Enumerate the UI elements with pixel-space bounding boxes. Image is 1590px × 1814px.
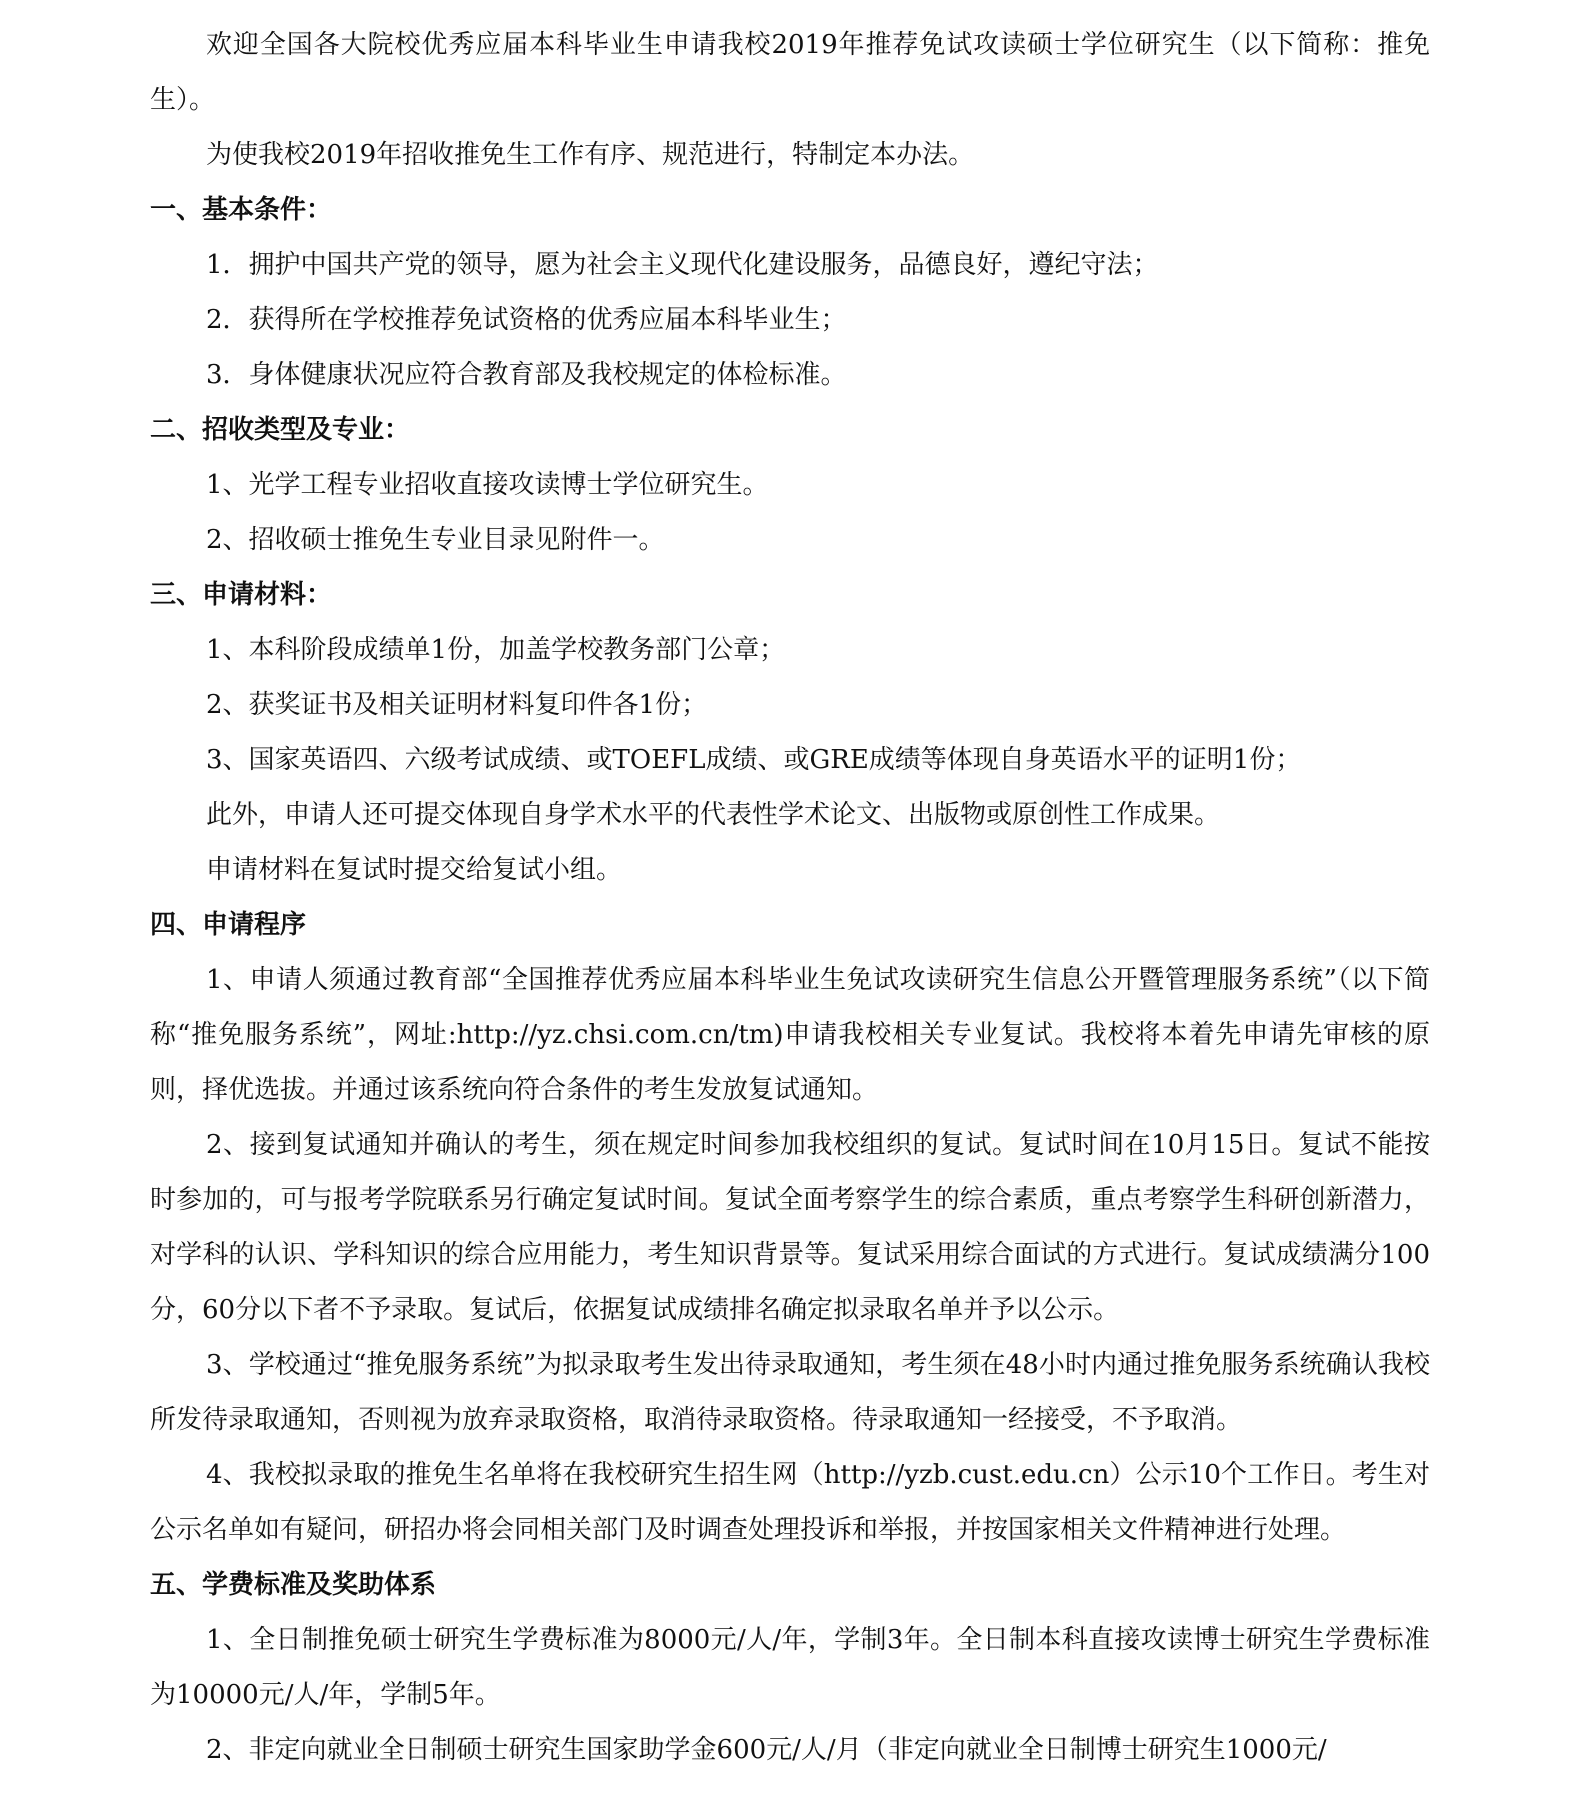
section-heading: 五、学费标准及奖助体系 — [150, 1570, 437, 1600]
document-page — [150, 18, 1430, 1778]
body-paragraph: 1、光学工程专业招收直接攻读博士学位研究生。 — [206, 470, 769, 500]
body-paragraph: 2、招收硕士推免生专业目录见附件一。 — [206, 525, 665, 555]
section-heading: 三、申请材料： — [150, 580, 333, 610]
section-heading: 二、招收类型及专业： — [150, 415, 411, 445]
body-paragraph: 4、我校拟录取的推免生名单将在我校研究生招生网（http://yzb.cust.edu.cn）公示10个工作日。考生对公示名单如有疑问，研招办将会同相关部门及时调查处理投诉和举报，并按国家相关文件精神进行处理。 — [150, 1460, 1430, 1545]
body-paragraph: 3、国家英语四、六级考试成绩、或TOEFL成绩、或GRE成绩等体现自身英语水平的证明1份； — [206, 745, 1302, 775]
body-paragraph: 2、接到复试通知并确认的考生，须在规定时间参加我校组织的复试。复试时间在10月15日。复试不能按时参加的，可与报考学院联系另行确定复试时间。复试全面考察学生的综合素质，重点考察学生科研创新潜力，对学科的认识、学科知识的综合应用能力，考生知识背景等。复试采用综合面试的方式进行。复试成绩满分100分，60分以下者不予录取。复试后，依据复试成绩排名确定拟录取名单并予以公示。 — [150, 1130, 1430, 1325]
intro-paragraph: 欢迎全国各大院校优秀应届本科毕业生申请我校2019年推荐免试攻读硕士学位研究生（以下简称：推免生）。 — [150, 30, 1430, 115]
body-paragraph: 2、非定向就业全日制硕士研究生国家助学金600元/人/月（非定向就业全日制博士研究生1000元/ — [206, 1735, 1327, 1765]
body-paragraph: 3、学校通过“推免服务系统”为拟录取考生发出待录取通知，考生须在48小时内通过推免服务系统确认我校所发待录取通知，否则视为放弃录取资格，取消待录取资格。待录取通知一经接受，不予取消。 — [150, 1350, 1430, 1435]
body-paragraph: 申请材料在复试时提交给复试小组。 — [206, 855, 623, 885]
body-paragraph: 1、本科阶段成绩单1份，加盖学校教务部门公章； — [206, 635, 786, 665]
body-paragraph: 2、获奖证书及相关证明材料复印件各1份； — [206, 690, 708, 720]
body-paragraph: 1、申请人须通过教育部“全国推荐优秀应届本科毕业生免试攻读研究生信息公开暨管理服务系统”（以下简称“推免服务系统”，网址:http://yz.chsi.com.cn/tm)申请我校相关专业复试。我校将本着先申请先审核的原则，择优选拔。并通过该系统向符合条件的考生发放复试通知。 — [150, 965, 1430, 1105]
section-heading: 四、申请程序 — [150, 910, 307, 940]
section-heading: 一、基本条件： — [150, 195, 333, 225]
body-paragraph: 1、全日制推免硕士研究生学费标准为8000元/人/年，学制3年。全日制本科直接攻读博士研究生学费标准为10000元/人/年，学制5年。 — [150, 1625, 1430, 1710]
body-paragraph: 1．拥护中国共产党的领导，愿为社会主义现代化建设服务，品德良好，遵纪守法； — [206, 250, 1159, 280]
body-paragraph: 2．获得所在学校推荐免试资格的优秀应届本科毕业生； — [206, 305, 847, 335]
body-paragraph: 3．身体健康状况应符合教育部及我校规定的体检标准。 — [206, 360, 847, 390]
intro-paragraph: 为使我校2019年招收推免生工作有序、规范进行，特制定本办法。 — [206, 140, 975, 170]
body-paragraph: 此外，申请人还可提交体现自身学术水平的代表性学术论文、出版物或原创性工作成果。 — [206, 800, 1221, 830]
